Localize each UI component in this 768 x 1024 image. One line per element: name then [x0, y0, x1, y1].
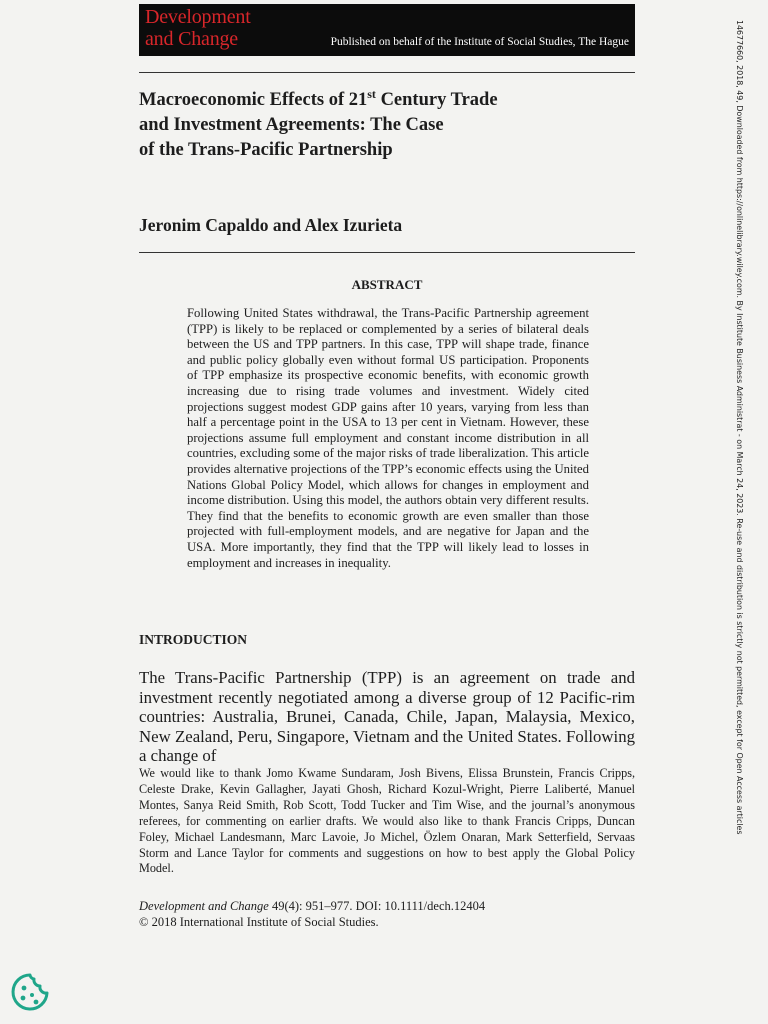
journal-banner: [139, 4, 635, 56]
publisher-note: Published on behalf of the Institute of Social Studies, The Hague: [330, 36, 629, 48]
cookie-settings-button[interactable]: [9, 971, 51, 1013]
journal-name-line1: Development: [145, 6, 251, 28]
introduction-heading: INTRODUCTION: [139, 632, 248, 647]
authors-divider: [139, 252, 635, 253]
acknowledgement-footnote: We would like to thank Jomo Kwame Sundaram, Josh Bivens, Elissa Brunstein, Francis Cripps, Celeste Drake, Kevin Gallagher, Jayati Ghosh, Richard Kozul-Wright, Pierre Laliberté, Manuel Montes, Sanya Reid Smith, Rob Scott, Todd Tucker and Tim Wise, and the journal’s anonymous referees, for commenting on earlier drafts. We would also like to thank Francis Cripps, Duncan Foley, Michael Landesmann, Marc Lavoie, Jo Michel, Özlem Onaran, Mark Setterfield, Servaas Storm and Lance Taylor for comments and suggestions on how to best apply the Global Policy Model.: [139, 766, 635, 876]
title-line-1: [139, 88, 635, 113]
article-authors: Jeronim Capaldo and Alex Izurieta: [139, 215, 403, 235]
abstract-heading: ABSTRACT: [351, 277, 423, 292]
copyright-line: © 2018 International Institute of Social Studies.: [139, 915, 379, 929]
title-line-3: of the Trans-Pacific Partnership: [139, 140, 393, 160]
title-line-2: and Investment Agreements: The Case: [139, 115, 444, 135]
cookie-icon: [9, 971, 51, 1013]
title-part-1: Macroeconomic Effects of 21: [139, 90, 368, 110]
citation-details: 49(4): 951–977. DOI: 10.1111/dech.12404: [268, 899, 486, 913]
article-title: [139, 88, 635, 163]
abstract-text: Following United States withdrawal, the Trans-Pacific Partnership agreement (TPP) is likely to be replaced or complemented by a series of bilateral deals between the US and TPP partners. In this case, TPP will shape trade, finance and public policy globally even without formal US participation. Proponents of TPP emphasize its prospective economic benefits, with economic growth increasing due to rising trade volumes and investment. Widely cited projections suggest modest GDP gains after 10 years, varying from less than half a percentage point in the USA to 13 per cent in Vietnam. However, these projections assume full employment and constant income distribution in all countries, excluding some of the major risks of trade liberalization. This article provides alternative projections of the TPP’s economic effects using the United Nations Global Policy Model, which allows for changes in employment and income distribution. Using this model, the authors obtain very different results. They find that the benefits to economic growth are even smaller than those projected with full-employment models, and are negative for Japan and the USA. More importantly, they find that the TPP will likely lead to losses in employment and increases in inequality.: [187, 306, 589, 570]
journal-name-line2: and Change: [145, 28, 238, 50]
download-watermark: 14677660, 2018, 49, Downloaded from https://onlinelibrary.wiley.com. By Institute Business Administrat - on March 24, 2023. Re-use and distribution is strictly not permitted, except for Open Access articles: [735, 20, 744, 835]
journal-logo[interactable]: [145, 6, 251, 50]
citation-line: [139, 898, 635, 914]
top-divider: [139, 72, 635, 73]
citation-block: [139, 898, 635, 930]
citation-journal: Development and Change: [139, 899, 269, 913]
title-part-2: Century Trade: [375, 90, 498, 110]
title-superscript: st: [367, 86, 376, 101]
introduction-text: The Trans-Pacific Partnership (TPP) is an agreement on trade and investment recently negotiated among a diverse group of 12 Pacific-rim countries: Australia, Brunei, Canada, Chile, Japan, Malaysia, Mexico, New Zealand, Peru, Singapore, Vietnam and the United States. Following a change of: [139, 668, 635, 766]
